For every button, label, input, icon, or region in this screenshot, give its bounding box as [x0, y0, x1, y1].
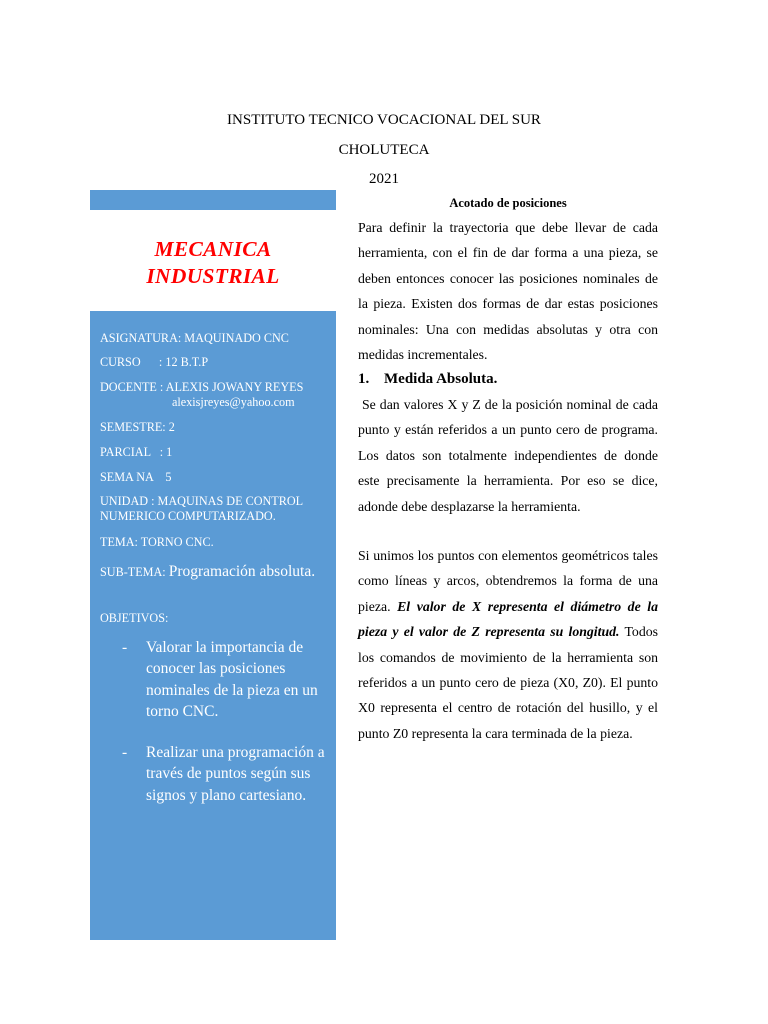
coordinates-text-start: Si unimos los puntos con elementos geométricos tales como líneas y arcos, obtendremos la forma de una pieza.: [358, 548, 658, 614]
section-heading: [358, 371, 497, 388]
semestre-field: SEMESTRE: 2: [100, 420, 175, 434]
course-title: [90, 236, 336, 290]
tema-field: TEMA: TORNO CNC.: [100, 535, 214, 549]
course-title-line-2: INDUSTRIAL: [146, 264, 280, 288]
subtema-field: [100, 561, 332, 582]
docente-field: [100, 380, 332, 410]
docente-email: alexisjreyes@yahoo.com: [172, 395, 295, 409]
coordinates-paragraph: [358, 543, 658, 746]
heading-text: Medida Absoluta.: [384, 371, 498, 387]
city-name: CHOLUTECA: [338, 142, 430, 158]
objective-text: Valorar la importancia de conocer las posiciones nominales de la pieza en un torno CNC.: [146, 639, 318, 720]
bullet-dash: -: [122, 639, 128, 656]
asignatura-field: ASIGNATURA: MAQUINADO CNC: [100, 331, 289, 345]
subtema-label: SUB-TEMA:: [100, 565, 166, 579]
objetivos-label: OBJETIVOS:: [100, 611, 169, 625]
section-title: Acotado de posiciones: [449, 196, 567, 210]
coordinates-emphasis: El valor de X representa el diámetro de la pieza y el valor de Z representa su longitud.: [358, 598, 658, 640]
curso-field: CURSO : 12 B.T.P: [100, 355, 209, 369]
semana-field: SEMA NA 5: [100, 470, 172, 484]
subtema-value: Programación absoluta.: [168, 563, 316, 580]
parcial-field: PARCIAL : 1: [100, 445, 173, 459]
coordinates-text-end: Todos los comandos de movimiento de la herramienta son referidos a un punto cero de pieza (X0, Z0). El punto X0 representa el centro de rotación del husillo, y el punto Z0 representa la cara terminada de la pieza.: [358, 624, 658, 741]
docente-name: DOCENTE : ALEXIS JOWANY REYES: [100, 380, 304, 394]
objective-text: Realizar una programación a través de puntos según sus signos y plano cartesiano.: [146, 744, 325, 804]
course-title-line-1: MECANICA: [154, 237, 272, 261]
unidad-field: UNIDAD : MAQUINAS DE CONTROL NUMERICO COMPUTARIZADO.: [100, 494, 303, 523]
bullet-dash: -: [122, 744, 128, 761]
absolute-paragraph: Se dan valores X y Z de la posición nominal de cada punto y están referidos a un punto cero de programa. Los datos son totalmente independientes de donde este precisamente la herramienta. Por eso se dice, adonde debe desplazarse la herramienta.: [358, 397, 662, 514]
heading-number: 1.: [358, 371, 370, 387]
intro-paragraph: Para definir la trayectoria que debe llevar de cada herramienta, con el fin de dar forma a una pieza, se deben entonces conocer las posiciones nominales de la pieza. Existen dos formas de dar estas posiciones nominales: Una con medidas absolutas y otra con medidas incrementales.: [358, 220, 658, 363]
year: 2021: [369, 171, 399, 187]
sidebar-top-band: [90, 190, 336, 210]
institute-name: INSTITUTO TECNICO VOCACIONAL DEL SUR: [227, 112, 541, 128]
